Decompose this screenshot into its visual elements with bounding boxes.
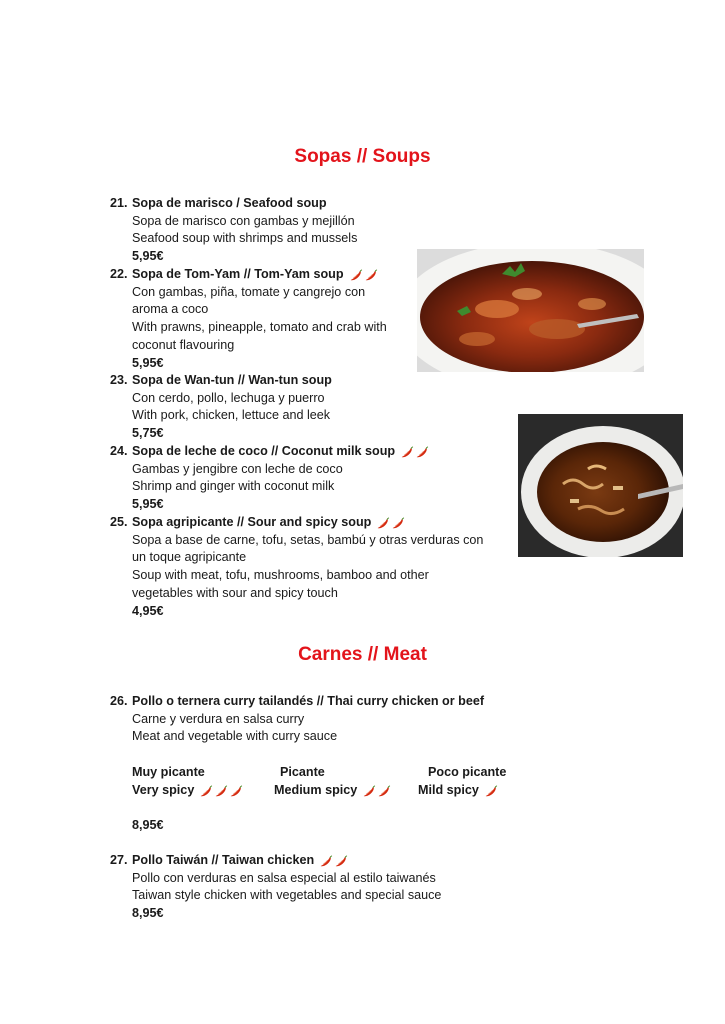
item-title: Sopa de marisco / Seafood soup (132, 196, 327, 210)
spice-level-mild (418, 782, 498, 800)
tom-yam-soup-photo (417, 249, 644, 372)
menu-item-27 (110, 852, 441, 923)
item-title: Sopa agripicante // Sour and spicy soup (132, 515, 372, 529)
item-number: 25. (110, 515, 128, 529)
item-desc-line: With prawns, pineapple, tomato and crab with (132, 320, 387, 335)
item-number: 23. (110, 373, 128, 387)
item-title: Sopa de Tom-Yam // Tom-Yam soup (132, 267, 344, 281)
chili-rating (376, 516, 405, 530)
menu-item-22 (110, 266, 387, 372)
soup-bowl-image (417, 249, 644, 372)
chili-pepper-icon (484, 784, 498, 798)
item-title: Sopa de leche de coco // Coconut milk soup (132, 444, 396, 458)
item-desc-line: vegetables with sour and spicy touch (132, 585, 338, 600)
spice-level-en: Very spicy (132, 783, 195, 797)
spice-level-very (132, 782, 243, 800)
spice-level-medium (274, 782, 391, 800)
chili-rating (484, 784, 498, 798)
item-price: 4,95€ (132, 603, 164, 618)
chili-pepper-icon (214, 784, 228, 798)
item-desc-line: Soup with meat, tofu, mushrooms, bamboo and other (132, 568, 429, 583)
item-title: Pollo o ternera curry tailandés // Thai curry chicken or beef (132, 694, 485, 708)
item-desc-line: Meat and vegetable with curry sauce (132, 729, 338, 744)
chili-pepper-icon (415, 445, 429, 459)
chili-pepper-icon (400, 445, 414, 459)
spice-level-es: Muy picante (132, 765, 205, 779)
spice-level-en: Medium spicy (274, 783, 358, 797)
item-desc-line: Shrimp and ginger with coconut milk (132, 479, 335, 494)
item-desc-line: coconut flavouring (132, 337, 235, 352)
item-number: 21. (110, 196, 128, 210)
item-desc-line: Gambas y jengibre con leche de coco (132, 461, 343, 476)
item-desc-line: Con cerdo, pollo, lechuga y puerro (132, 390, 325, 405)
item-number: 24. (110, 444, 128, 458)
menu-item-23 (110, 372, 332, 443)
item-desc-line: aroma a coco (132, 302, 209, 317)
chili-pepper-icon (229, 784, 243, 798)
menu-item-25 (110, 514, 483, 620)
chili-pepper-icon (377, 784, 391, 798)
chili-pepper-icon (319, 854, 333, 868)
item-price: 8,95€ (132, 906, 164, 921)
item-price: 5,75€ (132, 426, 164, 441)
item-price: 8,95€ (132, 818, 164, 832)
chili-pepper-icon (199, 784, 213, 798)
item-number: 22. (110, 267, 128, 281)
chili-rating (199, 784, 243, 798)
spice-level-es: Poco picante (428, 765, 507, 779)
chili-pepper-icon (334, 854, 348, 868)
item-desc-line: Seafood soup with shrimps and mussels (132, 231, 358, 246)
item-number: 27. (110, 853, 128, 867)
item-26-price-block (132, 817, 164, 835)
item-title: Pollo Taiwán // Taiwan chicken (132, 853, 315, 867)
chili-rating (362, 784, 391, 798)
item-desc-line: Carne y verdura en salsa curry (132, 711, 305, 726)
spice-level-en: Mild spicy (418, 783, 479, 797)
sour-spicy-soup-photo (518, 414, 683, 557)
chili-pepper-icon (349, 268, 363, 282)
chili-pepper-icon (362, 784, 376, 798)
chili-rating (400, 445, 429, 459)
item-desc-line: Con gambas, piña, tomate y cangrejo con (132, 284, 366, 299)
chili-pepper-icon (376, 516, 390, 530)
item-title: Sopa de Wan-tun // Wan-tun soup (132, 373, 332, 387)
soup-bowl-image (518, 414, 683, 557)
chili-rating (319, 854, 348, 868)
menu-item-24 (110, 443, 429, 514)
chili-pepper-icon (364, 268, 378, 282)
menu-item-26 (110, 693, 484, 746)
item-desc-line: un toque agripicante (132, 550, 247, 565)
item-price: 5,95€ (132, 497, 164, 512)
item-number: 26. (110, 694, 128, 708)
item-desc-line: Sopa a base de carne, tofu, setas, bambú y otras verduras con (132, 532, 484, 547)
meat-title: Carnes // Meat (298, 644, 427, 665)
item-price: 5,95€ (132, 249, 164, 264)
item-desc-line: Sopa de marisco con gambas y mejillón (132, 213, 355, 228)
chili-pepper-icon (391, 516, 405, 530)
soups-title: Sopas // Soups (294, 146, 431, 167)
menu-item-21 (110, 195, 357, 266)
item-price: 5,95€ (132, 355, 164, 370)
item-desc-line: With pork, chicken, lettuce and leek (132, 408, 331, 423)
item-desc-line: Pollo con verduras en salsa especial al estilo taiwanés (132, 870, 436, 885)
spice-level-es: Picante (280, 765, 325, 779)
item-desc-line: Taiwan style chicken with vegetables and special sauce (132, 888, 442, 903)
chili-rating (349, 268, 378, 282)
